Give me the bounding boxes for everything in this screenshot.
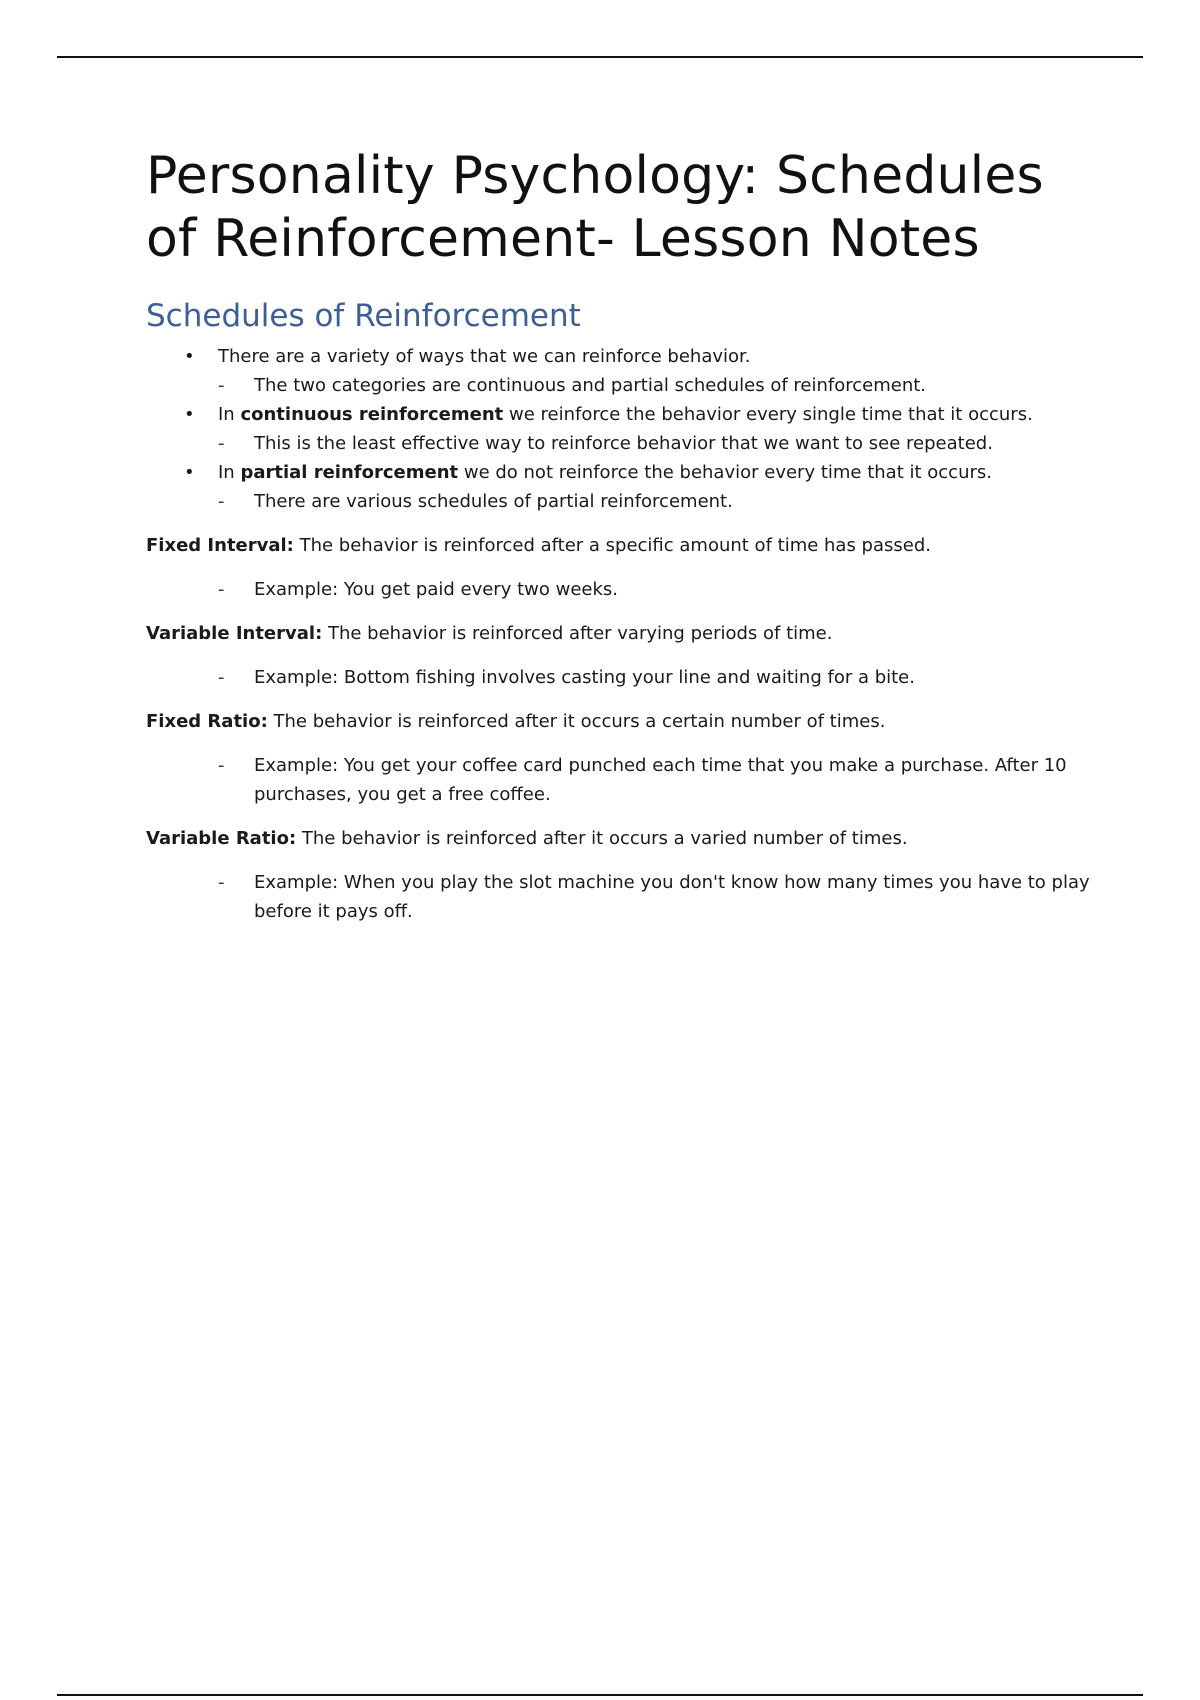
schedule-definition-text: The behavior is reinforced after a specific amount of time has passed. [293,535,931,556]
dash-icon: - [218,667,225,688]
sub-bullet-item [146,429,1091,458]
schedule-term: Fixed Interval: [146,535,294,556]
sub-bullet-item [146,371,1091,400]
bullet-bold-term: partial reinforcement [240,462,459,483]
bullet-text: In [218,462,241,483]
document-body [146,145,1091,926]
section-heading: Schedules of Reinforcement [146,298,581,334]
schedule-definition [146,531,1091,560]
schedule-definition [146,707,1091,736]
sub-bullet-text: There are various schedules of partial reinforcement. [254,491,733,512]
dash-icon: - [218,433,225,454]
schedule-fixed-interval [146,531,1091,604]
dash-icon: - [218,491,225,512]
bullet-text: In [218,404,241,425]
schedule-definition-text: The behavior is reinforced after it occurs a varied number of times. [296,828,908,849]
schedule-example-text: Example: You get paid every two weeks. [254,579,618,600]
schedule-definition-text: The behavior is reinforced after it occurs a certain number of times. [267,711,886,732]
bullet-dot-icon: • [184,462,195,483]
dash-icon: - [218,579,225,600]
schedule-definition [146,824,1091,853]
bullet-text-rest: we reinforce the behavior every single time that it occurs. [503,404,1033,425]
bullet-text: There are a variety of ways that we can reinforce behavior. [218,346,751,367]
schedule-example [146,663,1091,692]
schedule-fixed-ratio [146,707,1091,809]
dash-icon: - [218,375,225,396]
bullet-item [146,342,1091,371]
schedule-example [146,575,1091,604]
bullet-item [146,400,1091,429]
header-rule [57,56,1143,58]
schedule-term: Fixed Ratio: [146,711,268,732]
sub-bullet-item [146,487,1091,516]
schedule-example-text: Example: You get your coffee card punched each time that you make a purchase. After 10 purchases, you get a free coffee. [254,755,1067,805]
bullet-dot-icon: • [184,404,195,425]
schedule-term: Variable Ratio: [146,828,297,849]
dash-icon: - [218,872,225,893]
bullet-text-rest: we do not reinforce the behavior every time that it occurs. [458,462,992,483]
schedule-variable-ratio [146,824,1091,926]
schedule-definition-text: The behavior is reinforced after varying periods of time. [322,623,833,644]
schedule-example [146,868,1091,926]
bullet-dot-icon: • [184,346,195,367]
schedule-example-text: Example: Bottom fishing involves casting your line and waiting for a bite. [254,667,915,688]
sub-bullet-text: This is the least effective way to reinforce behavior that we want to see repeated. [254,433,993,454]
document-title: Personality Psychology: Schedules of Reinforcement- Lesson Notes [146,146,1044,269]
bullet-bold-term: continuous reinforcement [240,404,504,425]
dash-icon: - [218,755,225,776]
schedule-variable-interval [146,619,1091,692]
schedule-term: Variable Interval: [146,623,323,644]
bullet-list [146,342,1091,516]
schedule-example [146,751,1091,809]
schedule-example-text: Example: When you play the slot machine you don't know how many times you have to play before it pays off. [254,872,1090,922]
sub-bullet-text: The two categories are continuous and partial schedules of reinforcement. [254,375,927,396]
bullet-item [146,458,1091,487]
schedule-definition [146,619,1091,648]
footer-rule [57,1694,1143,1696]
